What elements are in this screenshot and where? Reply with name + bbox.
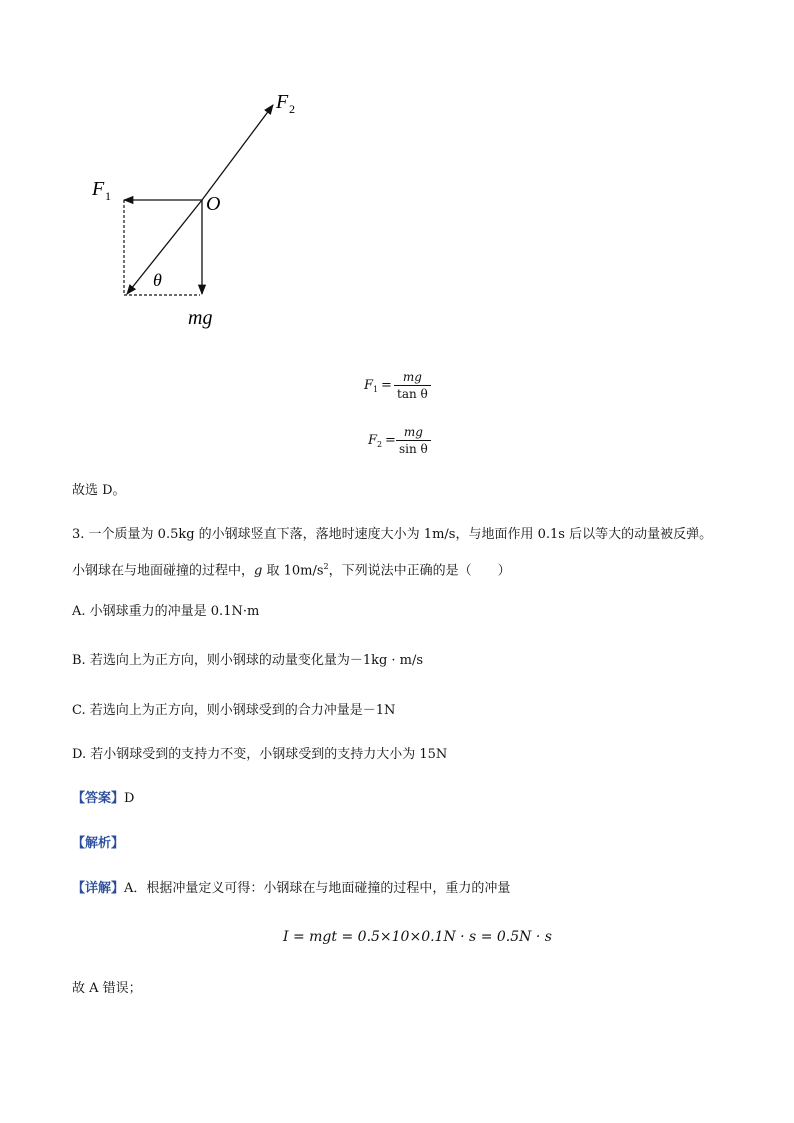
label-theta: θ <box>153 270 162 290</box>
option-c: C. 若选向上为正方向，则小钢球受到的合力冲量是－1N <box>72 703 396 718</box>
detail-tag: 【详解】 <box>72 881 125 896</box>
label-f1-sub: 1 <box>105 189 111 203</box>
formula-f2 <box>368 423 448 463</box>
option-b: B. 若选向上为正方向，则小钢球的动量变化量为－1kg · m/s <box>72 653 424 668</box>
formula-f1-sub: 1 <box>373 385 379 394</box>
answer-value: D <box>124 791 135 806</box>
resultant-arrow <box>127 200 202 294</box>
formula-f2-eq: = <box>385 433 396 448</box>
question-3-line-1: 3. 一个质量为 0.5kg 的小钢球竖直下落，落地时速度大小为 1m/s，与地面作用 0.1s 后以等大的动量被反弹。 <box>72 527 713 542</box>
analysis-tag: 【解析】 <box>72 836 125 851</box>
q3-line2-mid: 取 10m/s <box>262 563 324 579</box>
choose-d-line: 故选 D。 <box>72 483 126 498</box>
answer-line <box>72 790 134 808</box>
label-mg: mg <box>188 307 213 329</box>
analysis-line <box>72 835 124 853</box>
formula-f2-den: sin θ <box>396 440 431 456</box>
label-o: O <box>206 193 221 215</box>
q3-line2-sup: 2 <box>323 562 329 571</box>
formula-f1-den: tan θ <box>394 385 431 401</box>
formula-f1-lhs: F <box>364 378 374 393</box>
formula-f1-eq: = <box>381 378 392 393</box>
option-a: A. 小钢球重力的冲量是 0.1N·m <box>72 604 260 619</box>
q3-line2-post: ，下列说法中正确的是（ ） <box>328 563 511 579</box>
force-diagram <box>80 80 320 340</box>
formula-f2-sub: 2 <box>377 440 383 449</box>
formula-f2-num: mg <box>403 425 423 439</box>
formula-f2-lhs: F <box>368 433 378 448</box>
formula-f1 <box>364 368 444 408</box>
conclusion-a: 故 A 错误； <box>72 981 142 996</box>
q3-line2-g: g <box>254 563 263 579</box>
f2-arrow <box>202 105 273 200</box>
formula-f1-fraction <box>394 370 431 401</box>
formula-f2-fraction <box>396 425 431 456</box>
question-3-line-2 <box>72 558 511 580</box>
label-f2: F <box>276 91 289 113</box>
formula-f1-num: mg <box>402 370 422 384</box>
answer-tag: 【答案】 <box>72 791 125 806</box>
label-f1: F <box>92 178 105 200</box>
impulse-equation: I = mgt = 0.5×10×0.1N · s = 0.5N · s <box>283 929 552 945</box>
label-f2-sub: 2 <box>289 102 295 116</box>
option-d: D. 若小钢球受到的支持力不变，小钢球受到的支持力大小为 15N <box>72 747 448 762</box>
detail-text: A．根据冲量定义可得：小钢球在与地面碰撞的过程中，重力的冲量 <box>124 881 511 896</box>
detail-line <box>72 880 510 898</box>
q3-line2-pre: 小钢球在与地面碰撞的过程中， <box>72 563 255 579</box>
